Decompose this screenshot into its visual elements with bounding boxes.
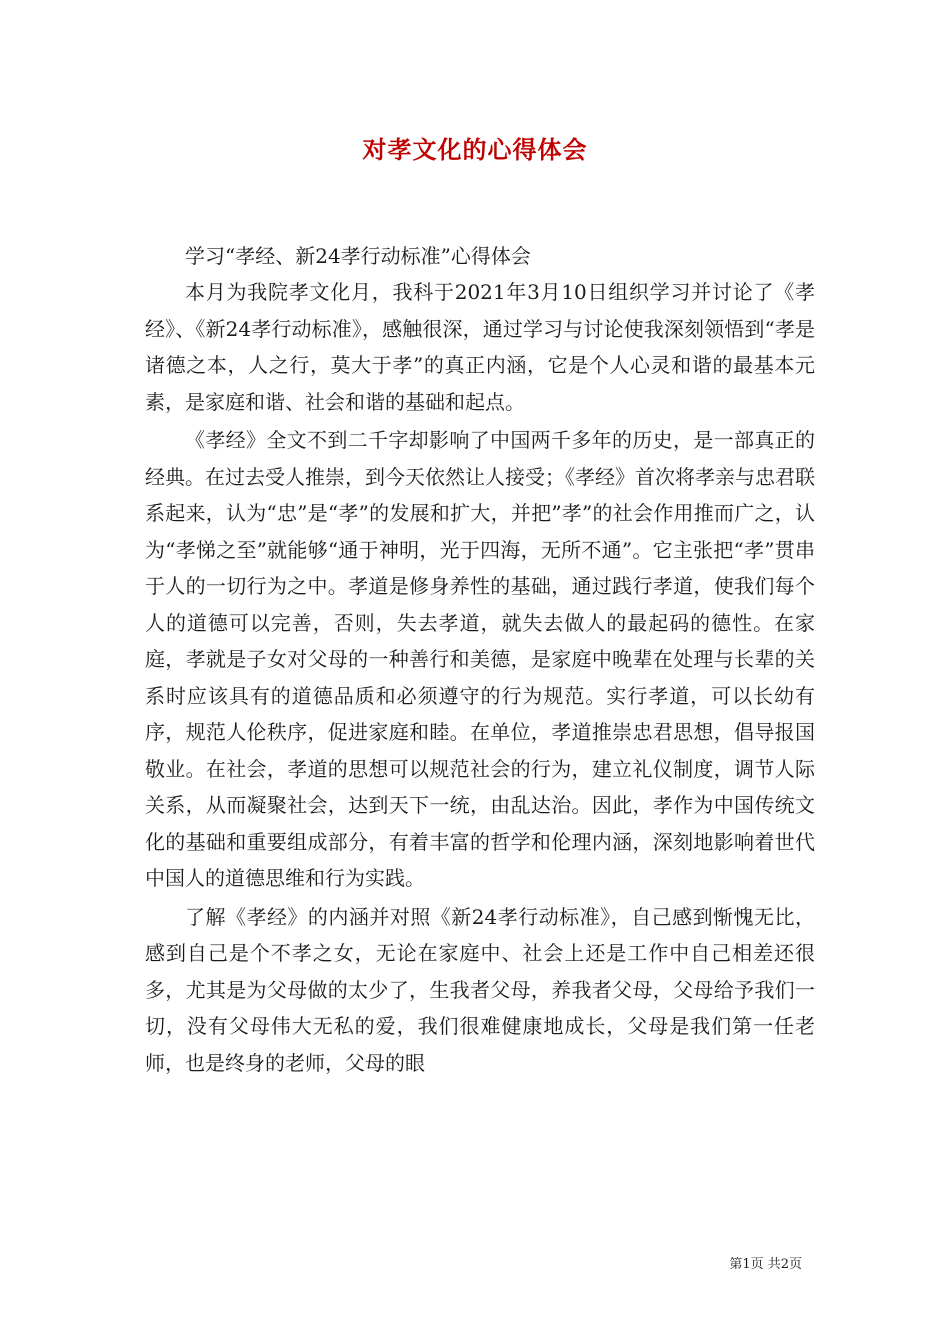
paragraph: 本月为我院孝文化月，我科于2021年3月10日组织学习并讨论了《孝经》、《新24孝行动标准》，感触很深，通过学习与讨论使我深刻领悟到“孝是诸德之本，人之行，莫大于孝”的真正内涵，它是个人心灵和谐的最基本元素，是家庭和谐、社会和谐的基础和起点。 [145,280,815,414]
paragraph: 了解《孝经》的内涵并对照《新24孝行动标准》，自己感到惭愧无比，感到自己是个不孝之女，无论在家庭中、社会上还是工作中自己相差还很多，尤其是为父母做的太少了，生我者父母，养我者父母，父母给予我们一切，没有父母伟大无私的爱，我们很难健康地成长，父母是我们第一任老师，也是终身的老师，父母的眼 [145,904,815,1075]
paragraph: 《孝经》全文不到二千字却影响了中国两千多年的历史，是一部真正的经典。在过去受人推崇，到今天依然让人接受；《孝经》首次将孝亲与忠君联系起来，认为“忠”是“孝”的发展和扩大，并把”孝”的社会作用推而广之，认为“孝悌之至”就能够“通于神明，光于四海，无所不通”。它主张把“孝”贯串于人的一切行为之中。孝道是修身养性的基础，通过践行孝道，使我们每个人的道德可以完善，否则，失去孝道，就失去做人的最起码的德性。在家庭，孝就是子女对父母的一种善行和美德，是家庭中晚辈在处理与长辈的关系时应该具有的道德品质和必须遵守的行为规范。实行孝道，可以长幼有序，规范人伦秩序，促进家庭和睦。在单位，孝道推崇忠君思想，倡导报国敬业。在社会，孝道的思想可以规范社会的行为，建立礼仪制度，调节人际关系，从而凝聚社会，达到天下一统，由乱达治。因此，孝作为中国传统文化的基础和重要组成部分，有着丰富的哲学和伦理内涵，深刻地影响着世代中国人的道德思维和行为实践。 [145,428,815,890]
page-number: 第1页 共2页 [729,1257,802,1272]
document-body [145,274,815,1083]
document-title: 对孝文化的心得体会 [362,135,588,164]
document-subtitle: 学习“孝经、新24孝行动标准”心得体会 [185,244,531,268]
